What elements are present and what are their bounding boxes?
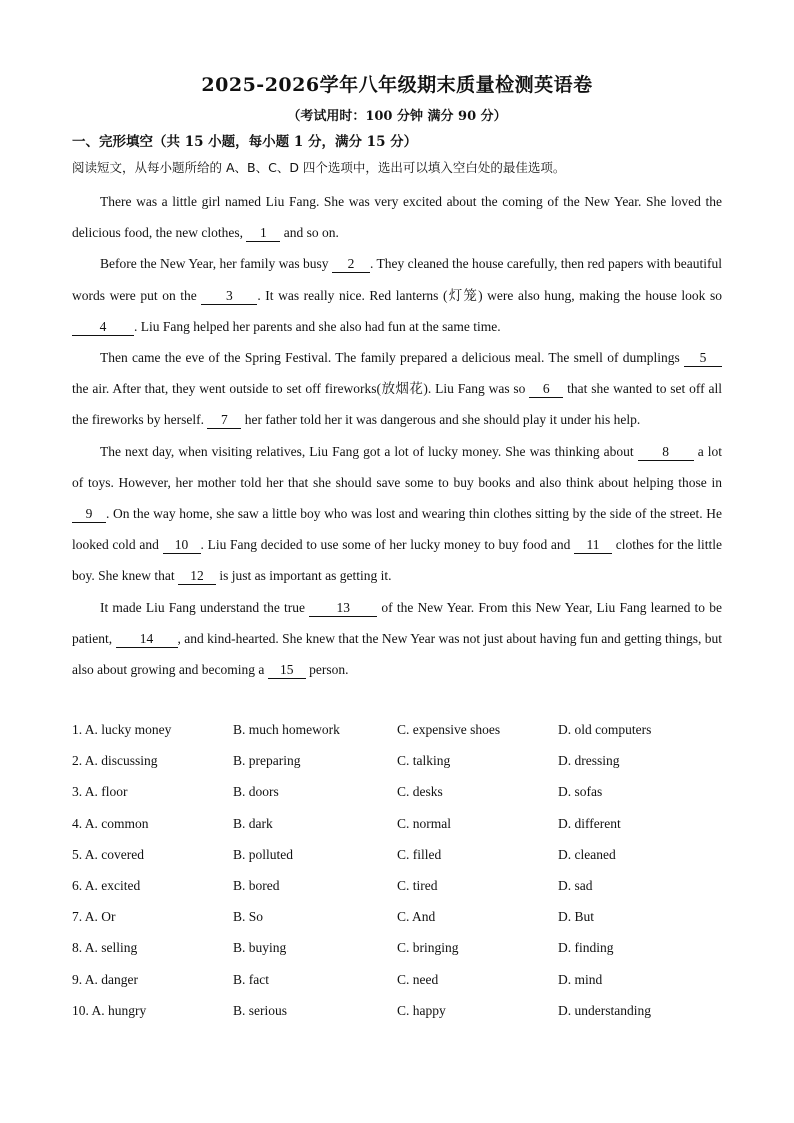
option-a: 6. A. excited bbox=[72, 877, 141, 893]
passage-text: Before the New Year, her family was busy bbox=[100, 256, 332, 272]
question-options-row bbox=[72, 870, 732, 901]
option-b: B. So bbox=[233, 909, 264, 925]
option-d: D. mind bbox=[558, 971, 603, 987]
question-options-row bbox=[72, 839, 732, 870]
exam-info: （考试用时：100 分钟 满分 90 分） bbox=[287, 109, 507, 124]
passage-text: The next day, when visiting relatives, Liu Fang got a lot of lucky money. She was thinking about bbox=[100, 443, 638, 459]
option-d: D. But bbox=[558, 909, 595, 925]
blank-9: 9 bbox=[72, 506, 106, 523]
passage-text: . They cleaned the house carefully, then red papers with beautiful words were put on the bbox=[72, 256, 722, 303]
blank-10: 10 bbox=[163, 537, 201, 554]
question-options-row bbox=[72, 932, 732, 963]
option-a: 1. A. lucky money bbox=[72, 722, 172, 737]
passage-text: There was a little girl named Liu Fang. She was very excited about the coming of the New Year. She loved the delicious food, the new clothes, bbox=[72, 194, 722, 241]
option-d: D. understanding bbox=[558, 1002, 651, 1018]
blank-2: 2 bbox=[332, 256, 370, 273]
blank-3: 3 bbox=[201, 288, 257, 305]
option-c: C. filled bbox=[397, 846, 442, 862]
option-d: D. different bbox=[558, 815, 621, 831]
option-d: D. sad bbox=[558, 877, 593, 893]
option-b: B. doors bbox=[233, 784, 279, 800]
paragraph-4 bbox=[72, 436, 722, 592]
option-c: C. normal bbox=[397, 815, 451, 831]
option-a: 2. A. discussing bbox=[72, 753, 158, 769]
question-options-row bbox=[72, 776, 732, 807]
question-options-row bbox=[72, 964, 732, 995]
option-d: D. dressing bbox=[558, 753, 620, 769]
question-options-row bbox=[72, 745, 732, 776]
blank-7: 7 bbox=[207, 412, 241, 429]
option-c: C. talking bbox=[397, 753, 451, 769]
blank-13: 13 bbox=[309, 600, 377, 617]
question-options-row bbox=[72, 901, 732, 932]
question-options-row bbox=[72, 995, 732, 1026]
option-c: C. happy bbox=[397, 1002, 446, 1018]
option-a: 10. A. hungry bbox=[72, 1002, 147, 1018]
section-heading: 一、完形填空（共 15 小题，每小题 1 分，满分 15 分） bbox=[72, 134, 418, 150]
option-d: D. old computers bbox=[558, 722, 652, 737]
option-c: C. And bbox=[397, 909, 436, 925]
paragraph-2 bbox=[72, 248, 722, 342]
answer-options bbox=[72, 714, 732, 1026]
passage-text: that she wanted to set off all the fireworks by herself. bbox=[72, 381, 722, 428]
paragraph-3 bbox=[72, 342, 722, 436]
option-c: C. tired bbox=[397, 877, 438, 893]
option-d: D. finding bbox=[558, 940, 614, 956]
option-b: B. bored bbox=[233, 877, 280, 893]
question-options-row bbox=[72, 808, 732, 839]
option-b: B. fact bbox=[233, 971, 269, 987]
blank-8: 8 bbox=[638, 444, 694, 461]
blank-15: 15 bbox=[268, 662, 306, 679]
paragraph-5 bbox=[72, 592, 722, 686]
option-c: C. bringing bbox=[397, 940, 459, 956]
blank-5: 5 bbox=[684, 350, 722, 367]
passage-text: . Liu Fang decided to use some of her lucky money to buy food and bbox=[200, 537, 575, 553]
blank-12: 12 bbox=[178, 568, 216, 585]
passage-text: . Liu Fang helped her parents and she also had fun at the same time. bbox=[134, 318, 501, 334]
option-b: B. serious bbox=[233, 1002, 287, 1018]
passage-text: . On the way home, she saw a little boy who was lost and wearing thin clothes sitting by the side of the street. He looked cold and bbox=[72, 506, 722, 553]
option-a: 8. A. selling bbox=[72, 940, 138, 956]
paragraph-1 bbox=[72, 186, 722, 248]
passage-text: and so on. bbox=[280, 225, 339, 241]
option-a: 5. A. covered bbox=[72, 846, 144, 862]
page-title: 2025-2026学年八年级期末质量检测英语卷 bbox=[201, 74, 593, 96]
passage-text: , and kind-hearted. She knew that the New Year was not just about having fun and getting things, but also about growing and becoming a bbox=[72, 630, 722, 678]
passage-text: her father told her it was dangerous and she should play it under his help. bbox=[241, 412, 641, 428]
blank-4: 4 bbox=[72, 319, 134, 336]
passage-text: Then came the eve of the Spring Festival. The family prepared a delicious meal. The smell of dumplings bbox=[100, 350, 684, 366]
option-b: B. polluted bbox=[233, 846, 293, 862]
option-d: D. cleaned bbox=[558, 846, 616, 862]
option-b: B. buying bbox=[233, 940, 287, 956]
passage-text: clothes for the little boy. She knew that bbox=[72, 537, 722, 584]
passage-text: person. bbox=[305, 662, 349, 678]
blank-1: 1 bbox=[246, 225, 280, 242]
option-b: B. much homework bbox=[233, 722, 340, 737]
option-a: 7. A. Or bbox=[72, 909, 116, 925]
option-c: C. expensive shoes bbox=[397, 722, 501, 737]
option-a: 9. A. danger bbox=[72, 971, 138, 987]
option-d: D. sofas bbox=[558, 784, 603, 800]
option-c: C. desks bbox=[397, 784, 443, 800]
passage-text: the air. After that, they went outside to set off fireworks(放烟花). Liu Fang was so bbox=[72, 381, 530, 397]
cloze-passage bbox=[72, 186, 722, 685]
option-b: B. preparing bbox=[233, 753, 301, 769]
passage-text: of the New Year. From this New Year, Liu Fang learned to be patient, bbox=[72, 599, 722, 646]
passage-text: a lot of toys. However, her mother told her that she should save some to buy books and also think about helping those in bbox=[72, 443, 722, 490]
passage-text: . It was really nice. Red lanterns (灯笼) were also hung, making the house look so bbox=[257, 287, 722, 303]
option-b: B. dark bbox=[233, 815, 273, 831]
passage-text: It made Liu Fang understand the true bbox=[100, 599, 310, 615]
question-options-row bbox=[72, 714, 732, 745]
blank-14: 14 bbox=[116, 631, 178, 648]
option-a: 4. A. common bbox=[72, 815, 149, 831]
section-instructions: 阅读短文，从每小题所给的 A、B、C、D 四个选项中，选出可以填入空白处的最佳选项。 bbox=[72, 160, 566, 175]
option-c: C. need bbox=[397, 971, 439, 987]
passage-text: is just as important as getting it. bbox=[215, 568, 392, 584]
blank-6: 6 bbox=[529, 381, 563, 398]
blank-11: 11 bbox=[574, 537, 612, 554]
option-a: 3. A. floor bbox=[72, 784, 128, 800]
